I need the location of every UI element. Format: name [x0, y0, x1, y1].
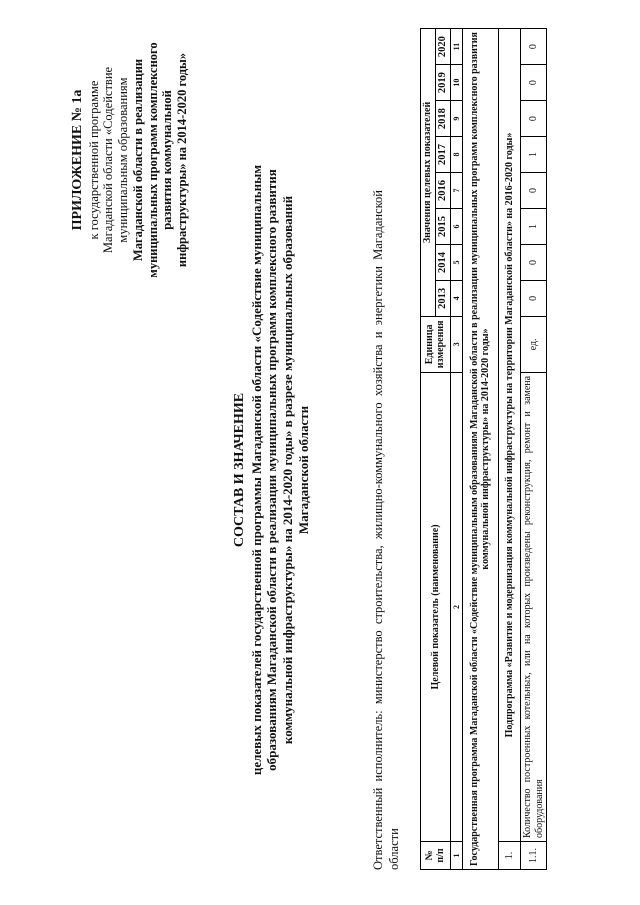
year-cell: 2018 — [435, 101, 450, 137]
header-indicator: Целевой показатель (наименование) — [421, 372, 451, 841]
appendix-line: муниципальным образованиям — [116, 77, 131, 243]
row-value: 0 — [521, 244, 547, 280]
appendix-line: Магаданской области в реализации — [130, 58, 145, 262]
row-value: 0 — [521, 65, 547, 101]
program-row — [462, 29, 498, 870]
indicators-table — [420, 28, 547, 870]
row-value: 0 — [521, 280, 547, 316]
row-value: 0 — [521, 173, 547, 209]
col-number: 2 — [450, 372, 462, 841]
row-unit: ед. — [521, 316, 547, 372]
year-cell: 2019 — [435, 65, 450, 101]
title-line: коммунальной инфраструктуры» на 2014-2020 годы» в разрезе муниципальных образований — [279, 195, 295, 745]
row-value: 1 — [521, 137, 547, 173]
header-unit: Единица измерения — [421, 316, 451, 372]
column-numbers-row — [450, 29, 462, 870]
col-number: 1 — [450, 842, 462, 870]
appendix-line: развития коммунальной — [160, 90, 175, 230]
col-number: 9 — [450, 101, 462, 137]
row-indicator: Количество построенных котельных, или на которых произведены реконструкция, ремонт и замена оборудования — [521, 372, 547, 841]
responsible-executor: Ответственный исполнитель: министерство строительства, жилищно-коммунального хозяйства и энергетики Магаданской области — [371, 190, 402, 870]
col-number: 4 — [450, 280, 462, 316]
year-cell: 2015 — [435, 208, 450, 244]
col-number: 11 — [450, 29, 462, 65]
header-row — [421, 29, 436, 870]
row-value: 1 — [521, 208, 547, 244]
year-cell: 2014 — [435, 244, 450, 280]
subprogram-row — [498, 29, 521, 870]
title-line: образованиям Магаданской области в реализации муниципальных программ комплексного развития — [264, 169, 280, 771]
appendix-line: Магаданской области «Содействие — [101, 66, 116, 254]
row-num: 1.1. — [521, 842, 547, 870]
table-row — [521, 29, 547, 870]
col-number: 8 — [450, 137, 462, 173]
col-number: 6 — [450, 208, 462, 244]
subprogram-title: Подпрограмма «Развитие и модернизация коммунальной инфраструктуры на территории Магаданской области» на 2016-2020 годы» — [498, 29, 521, 842]
col-number: 10 — [450, 65, 462, 101]
appendix-line: к государственной программе — [86, 80, 101, 240]
title-line: целевых показателей государственной программы Магаданской области «Содействие муниципальным — [248, 164, 264, 776]
header-values-group: Значения целевых показателей — [421, 29, 436, 317]
subprogram-num: 1. — [498, 842, 521, 870]
col-number: 5 — [450, 244, 462, 280]
year-cell: 2020 — [435, 29, 450, 65]
title-line: Магаданской области — [295, 405, 311, 535]
year-cell: 2017 — [435, 137, 450, 173]
row-value: 0 — [521, 29, 547, 65]
col-number: 7 — [450, 173, 462, 209]
header-num: № п/п — [421, 842, 451, 870]
year-cell: 2016 — [435, 173, 450, 209]
appendix-line: муниципальных программ комплексного — [145, 42, 160, 278]
appendix-block — [70, 30, 190, 290]
title-heading: СОСТАВ И ЗНАЧЕНИЕ — [232, 392, 247, 548]
year-cell: 2013 — [435, 280, 450, 316]
row-value: 0 — [521, 101, 547, 137]
program-title: Государственная программа Магаданской области «Содействие муниципальным образованиям Магаданской области в реализации муниципальных программ комплексного развития коммунальной инфраструктуры» на 2014-2020 годы» — [462, 29, 498, 870]
col-number: 3 — [450, 316, 462, 372]
document-title — [232, 155, 311, 785]
appendix-line: инфраструктуры» на 2014-2020 годы» — [175, 52, 190, 268]
appendix-title: ПРИЛОЖЕНИЕ № 1а — [70, 89, 85, 231]
